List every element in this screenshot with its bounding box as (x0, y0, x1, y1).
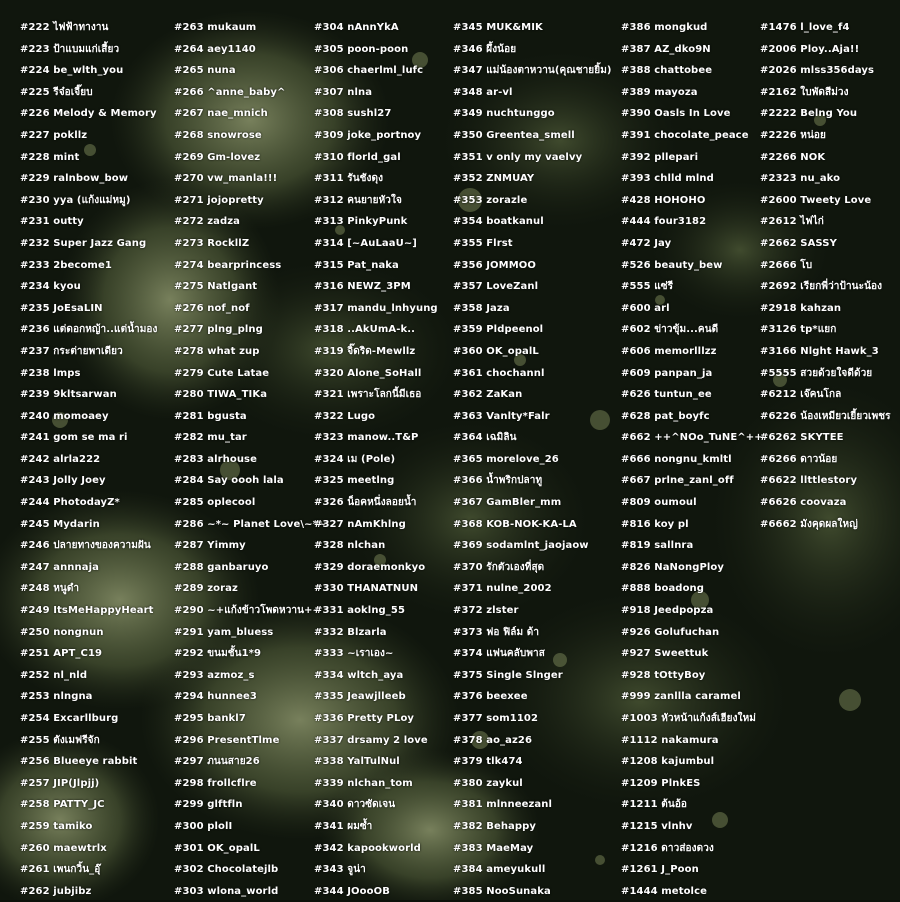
list-item: #809 oumoul (621, 497, 697, 509)
list-item: #340 ดาวซัดเจน (314, 799, 396, 811)
list-item: #358 Jaza (453, 302, 510, 314)
list-item: #225 รีจ๋อเจี๊ยบ (20, 86, 93, 98)
list-item: #444 four3182 (621, 216, 707, 228)
list-item: #1444 metolce (621, 885, 707, 897)
list-item: #1112 nakamura (621, 734, 719, 746)
column-6 (760, 17, 891, 535)
list-item: #918 Jeedpopza (621, 605, 714, 617)
list-item: #380 zaykul (453, 777, 523, 789)
list-item: #373 ฟอ ฟิล์ม ด้า (453, 626, 540, 638)
list-item: #354 boatkanul (453, 216, 544, 228)
list-item: #308 sushl27 (314, 108, 392, 120)
list-item: #2006 Ploy..Aja!! (760, 43, 860, 55)
list-item: #2026 mlss356days (760, 65, 875, 77)
list-item: #375 Single Slnger (453, 669, 563, 681)
list-item: #276 nof_nof (174, 302, 250, 314)
list-item: #2918 kahzan (760, 302, 842, 314)
list-item: #231 outty (20, 216, 84, 228)
list-item: #374 แฟนคลับพาส (453, 648, 545, 660)
column-4 (453, 17, 612, 902)
list-item: #292 ขนมชั้น1*9 (174, 648, 262, 660)
list-item: #345 MUK&MIK (453, 22, 543, 33)
list-item: #360 OK_opalL (453, 345, 539, 357)
list-item: #816 koy pl (621, 518, 689, 530)
list-item: #1211 ต้นอ้อ (621, 799, 688, 811)
list-item: #287 Yimmy (174, 540, 246, 552)
list-item: #302 Chocolatejlb (174, 864, 279, 876)
list-item: #555 แซ่รี (621, 281, 674, 293)
list-item: #244 PhotodayZ* (20, 497, 120, 509)
list-item: #1208 kajumbul (621, 756, 715, 768)
list-item: #232 Super Jazz Gang (20, 237, 147, 249)
list-item: #272 zadza (174, 216, 241, 228)
list-item: #310 florld_gal (314, 151, 401, 163)
list-item: #6212 เจ๊คนโกล (760, 389, 842, 401)
list-item: #363 Vanlty*Falr (453, 410, 550, 422)
list-item: #247 annnaja (20, 561, 99, 573)
list-item: #304 nAnnYkA (314, 22, 399, 33)
list-item: #289 zoraz (174, 583, 238, 595)
list-item: #281 bgusta (174, 410, 247, 422)
list-item: #246 ปลายทางของความฝัน (20, 540, 151, 552)
list-item: #928 tOttyBoy (621, 669, 706, 681)
list-item: #268 snowrose (174, 129, 262, 141)
list-item: #3166 Nlght Hawk_3 (760, 345, 879, 357)
list-item: #307 nlna (314, 86, 373, 98)
list-item: #273 RockllZ (174, 237, 250, 249)
list-item: #2266 NOK (760, 151, 826, 163)
list-item: #628 pat_boyfc (621, 410, 710, 422)
list-item: #264 aey1140 (174, 43, 256, 55)
list-item: #303 wlona_world (174, 885, 279, 897)
list-item: #263 mukaum (174, 22, 257, 33)
list-item: #296 PresentTlme (174, 734, 280, 746)
list-item: #392 pllepari (621, 151, 699, 163)
list-item: #297 ภนนสาย26 (174, 756, 260, 768)
list-item: #275 Natlgant (174, 281, 258, 293)
list-item: #277 plng_plng (174, 324, 263, 336)
list-item: #382 Behappy (453, 820, 537, 832)
list-item: #328 nlchan (314, 540, 386, 552)
list-item: #286 ~*~ Planet Love\~*~ (174, 518, 327, 530)
list-item: #370 รักตัวเองที่สุด (453, 561, 545, 573)
list-item: #250 nongnun (20, 626, 104, 638)
list-item: #353 zorazle (453, 194, 528, 206)
list-item: #393 chlld mlnd (621, 173, 714, 185)
list-item: #240 momoaey (20, 410, 109, 422)
list-item: #265 nuna (174, 65, 236, 77)
list-item: #319 จิ๊ดริด-Mewllz (314, 345, 416, 357)
list-item: #352 ZNMUAY (453, 173, 535, 185)
list-item: #357 LoveZanl (453, 281, 539, 293)
list-item: #2162 ใบพัดสีม่วง (760, 86, 849, 98)
list-item: #251 APT_C19 (20, 648, 103, 660)
list-item: #1209 PlnkES (621, 777, 701, 789)
list-item: #282 mu_tar (174, 432, 247, 444)
list-item: #6662 มังคุดผลใหญ่ (760, 518, 858, 530)
list-item: #320 Alone_SoHall (314, 367, 422, 379)
list-item: #339 nlchan_tom (314, 777, 413, 789)
list-item: #274 bearprincess (174, 259, 282, 271)
list-item: #350 Greentea_smell (453, 129, 575, 141)
list-item: #330 THANATNUN (314, 583, 419, 595)
list-item: #384 ameyukull (453, 864, 546, 876)
list-item: #388 chattobee (621, 65, 713, 77)
list-item: #238 lmps (20, 367, 81, 379)
list-item: #285 oplecool (174, 497, 256, 509)
list-item: #371 nulne_2002 (453, 583, 552, 595)
list-item: #6226 น้องเหมียวเยี้ยวเพชร (760, 410, 891, 422)
list-item: #926 Golufuchan (621, 626, 720, 638)
list-item: #324 เม (Pole) (314, 453, 396, 465)
list-item: #381 mlnneezanl (453, 799, 552, 811)
list-item: #337 drsamy 2 love (314, 734, 428, 746)
list-item: #347 แม่น้องตาหวาน(คุณชายยิ้ม) (453, 65, 612, 77)
list-item: #366 น้ำพริกปลาทู (453, 475, 543, 487)
list-item: #888 boadong (621, 583, 705, 595)
list-item: #365 morelove_26 (453, 453, 559, 465)
list-item: #606 memorlllzz (621, 345, 717, 357)
list-item: #6626 coovaza (760, 497, 847, 509)
list-item: #309 joke_portnoy (314, 129, 422, 141)
list-item: #248 หนูดำ (20, 583, 80, 595)
list-item: #318 ..AkUmA-k.. (314, 324, 415, 336)
list-item: #332 Blzarla (314, 626, 387, 638)
list-item: #2692 เรียกพี่ว่าป้านะน้อง (760, 281, 883, 293)
list-item: #300 plolI (174, 820, 233, 832)
list-item: #338 YalTulNul (314, 756, 400, 768)
list-item: #346 ผึ้งน้อย (453, 43, 517, 55)
list-item: #355 Flrst (453, 237, 513, 249)
list-item: #351 v only my vaelvy (453, 151, 583, 163)
list-item: #927 Sweettuk (621, 648, 709, 660)
list-item: #6262 SKYTEE (760, 432, 844, 444)
list-item: #342 kapookworld (314, 842, 421, 854)
list-item: #667 prlne_zanl_off (621, 475, 734, 487)
list-item: #229 ralnbow_bow (20, 173, 129, 185)
list-item: #321 เพราะโลกนี้มีเธอ (314, 389, 422, 401)
list-item: #288 ganbaruyo (174, 561, 269, 573)
list-item: #2662 SASSY (760, 237, 837, 249)
list-item: #383 MaeMay (453, 842, 534, 854)
list-item: #271 jojopretty (174, 194, 264, 206)
list-item: #325 meetlng (314, 475, 395, 487)
list-item: #428 HOHOHO (621, 194, 706, 206)
list-item: #3126 tp*แยก (760, 324, 837, 336)
list-item: #348 ar-vl (453, 86, 513, 98)
list-item: #379 tlk474 (453, 756, 523, 768)
list-item: #2222 Belng You (760, 108, 858, 120)
list-item: #266 ^anne_baby^ (174, 86, 286, 98)
column-5 (621, 17, 763, 902)
list-item: #269 Gm-lovez (174, 151, 261, 163)
list-item: #1261 J_Poon (621, 864, 699, 876)
list-item: #241 gom se ma ri (20, 432, 128, 444)
list-item: #2612 ไฟไก่ (760, 216, 824, 228)
list-item: #237 กระต่ายพาเดียว (20, 345, 123, 357)
column-3 (314, 17, 438, 902)
list-item: #261 เพนกวิ้น_อุ๊ (20, 864, 101, 876)
list-item: #327 nAmKhlng (314, 518, 406, 530)
list-item: #227 pokllz (20, 129, 88, 141)
list-item: #335 Jeawjlleeb (314, 691, 406, 703)
list-item: #233 2become1 (20, 259, 112, 271)
list-item: #600 arl (621, 302, 670, 314)
list-item: #315 Pat_naka (314, 259, 399, 271)
list-item: #295 bankl7 (174, 713, 246, 724)
list-item: #222 ไฟฟ้าทางาน (20, 22, 109, 33)
list-item: #280 TIWA_TIKa (174, 389, 268, 401)
list-item: #356 JOMMOO (453, 259, 536, 271)
list-item: #260 maewtrlx (20, 842, 107, 854)
list-item: #349 nuchtunggo (453, 108, 555, 120)
list-item: #245 Mydarin (20, 518, 100, 530)
list-item: #326 น็อคหนึ่งลอยน้ำ (314, 497, 417, 509)
list-item: #259 tamiko (20, 820, 93, 832)
list-item: #361 chochannl (453, 367, 545, 379)
list-item: #228 mint (20, 151, 80, 163)
list-item: #230 yya (แก้งแม่หมู) (20, 194, 131, 206)
list-item: #323 manow..T&P (314, 432, 419, 444)
list-item: #2666 โบ (760, 259, 813, 271)
list-item: #1216 ดาวส่องดวง (621, 842, 714, 854)
list-item: #826 NaNongPloy (621, 561, 725, 573)
list-item: #334 wltch_aya (314, 669, 404, 681)
list-item: #364 เฉมิลิน (453, 432, 517, 444)
list-item: #6622 llttlestory (760, 475, 858, 487)
list-item: #391 chocolate_peace (621, 129, 749, 141)
list-item: #390 Oasls In Love (621, 108, 731, 120)
list-item: #322 Lugo (314, 410, 376, 422)
list-item: #255 ตังเมฟรีจัก (20, 734, 100, 746)
list-item: #362 ZaKan (453, 389, 523, 401)
list-item: #819 sallnra (621, 540, 694, 552)
list-item: #258 PATTY_JC (20, 799, 105, 811)
list-item: #602 ข่าวขุ้ม...คนดี (621, 324, 719, 336)
list-item: #367 GamBler_mm (453, 497, 562, 509)
list-item: #262 jubjibz (20, 885, 92, 897)
list-item: #291 yam_bluess (174, 626, 274, 638)
list-item: #226 Melody & Memory (20, 108, 157, 120)
list-item: #662 ++^NOo_TuNE^++ (621, 432, 763, 444)
list-item: #369 sodamlnt_jaojaow (453, 540, 589, 552)
list-item: #243 Jolly Joey (20, 475, 106, 487)
list-item: #329 doraemonkyo (314, 561, 426, 573)
list-item: #526 beauty_bew (621, 259, 723, 271)
list-item: #387 AZ_dko9N (621, 43, 711, 55)
list-item: #2226 หน่อย (760, 129, 826, 141)
list-item: #336 Pretty PLoy (314, 713, 415, 724)
list-item: #301 OK_opalL (174, 842, 260, 854)
list-item: #298 frollcflre (174, 777, 257, 789)
list-item: #279 Cute Latae (174, 367, 270, 379)
list-item: #253 nlngna (20, 691, 93, 703)
list-item: #234 kyou (20, 281, 81, 293)
list-item: #224 be_wlth_you (20, 65, 124, 77)
list-item: #1003 หัวหน้าแก้งส์เฮียงใหม่ (621, 713, 756, 724)
list-item: #278 what zup (174, 345, 260, 357)
list-item: #223 ป้าแบมแก่เสี้ยว (20, 43, 120, 55)
list-item: #256 Blueeye rabbit (20, 756, 138, 768)
list-item: #331 aoklng_55 (314, 605, 406, 617)
list-item: #368 KOB-NOK-KA-LA (453, 518, 577, 530)
list-item: #257 JIP(Jlpjj) (20, 777, 100, 789)
list-item: #316 NEWZ_3PM (314, 281, 411, 293)
list-item: #341 ผมซ้ำ (314, 820, 373, 832)
list-item: #666 nongnu_kmltl (621, 453, 732, 465)
list-item: #314 [~AuLaaU~] (314, 237, 417, 249)
list-item: #386 mongkud (621, 22, 708, 33)
list-item: #1476 l_love_f4 (760, 22, 850, 33)
list-item: #317 mandu_lnhyung (314, 302, 438, 314)
list-item: #284 Say oooh lala (174, 475, 284, 487)
column-2 (174, 17, 326, 902)
list-item: #359 Pldpeenol (453, 324, 544, 336)
list-item: #236 แต่ดอกหญ้า..แต่น้ำมอง (20, 324, 158, 336)
list-item: #290 ~+แก้งข้าวโพดหวาน+~ (174, 605, 322, 617)
list-item: #5555 สวยด้วยใจดีด้วย (760, 367, 873, 379)
list-item: #267 nae_mnich (174, 108, 268, 120)
list-item: #293 azmoz_s (174, 669, 255, 681)
list-item: #306 chaerlml_lufc (314, 65, 424, 77)
list-item: #313 PinkyPunk (314, 216, 408, 228)
list-item: #385 NooSunaka (453, 885, 551, 897)
list-item: #249 ItsMeHappyHeart (20, 605, 154, 617)
list-item: #294 hunnee3 (174, 691, 257, 703)
list-item: #2600 Tweety Love (760, 194, 872, 206)
list-item: #239 9kltsarwan (20, 389, 117, 401)
list-item: #299 glftfln (174, 799, 243, 811)
list-item: #254 Excarllburg (20, 713, 119, 724)
list-item: #999 zanllla caramel (621, 691, 741, 703)
list-item: #305 poon-poon (314, 43, 409, 55)
list-item: #312 คนยายหัวใจ (314, 194, 402, 206)
list-item: #343 จูน่า (314, 864, 366, 876)
list-item: #626 tuntun_ee (621, 389, 712, 401)
list-item: #344 JOooOB (314, 885, 390, 897)
list-item: #2323 nu_ako (760, 173, 841, 185)
list-item: #235 JoEsaLIN (20, 302, 103, 314)
list-item: #270 vw_manla!!! (174, 173, 278, 185)
list-item: #372 zlster (453, 605, 519, 617)
list-item: #283 alrhouse (174, 453, 257, 465)
list-item: #609 panpan_ja (621, 367, 713, 379)
list-item: #377 som1102 (453, 713, 539, 724)
list-item: #6266 ดาวน้อย (760, 453, 838, 465)
list-item: #1215 vlnhv (621, 820, 693, 832)
list-item: #252 nl_nld (20, 669, 88, 681)
column-1 (20, 17, 158, 902)
list-item: #311 รันชังดุง (314, 173, 384, 185)
list-item: #376 beexee (453, 691, 528, 703)
list-item: #333 ~เราเอง~ (314, 648, 394, 660)
list-item: #378 ao_az26 (453, 734, 533, 746)
list-item: #242 alrla222 (20, 453, 101, 465)
list-item: #389 mayoza (621, 86, 698, 98)
list-item: #472 Jay (621, 237, 672, 249)
